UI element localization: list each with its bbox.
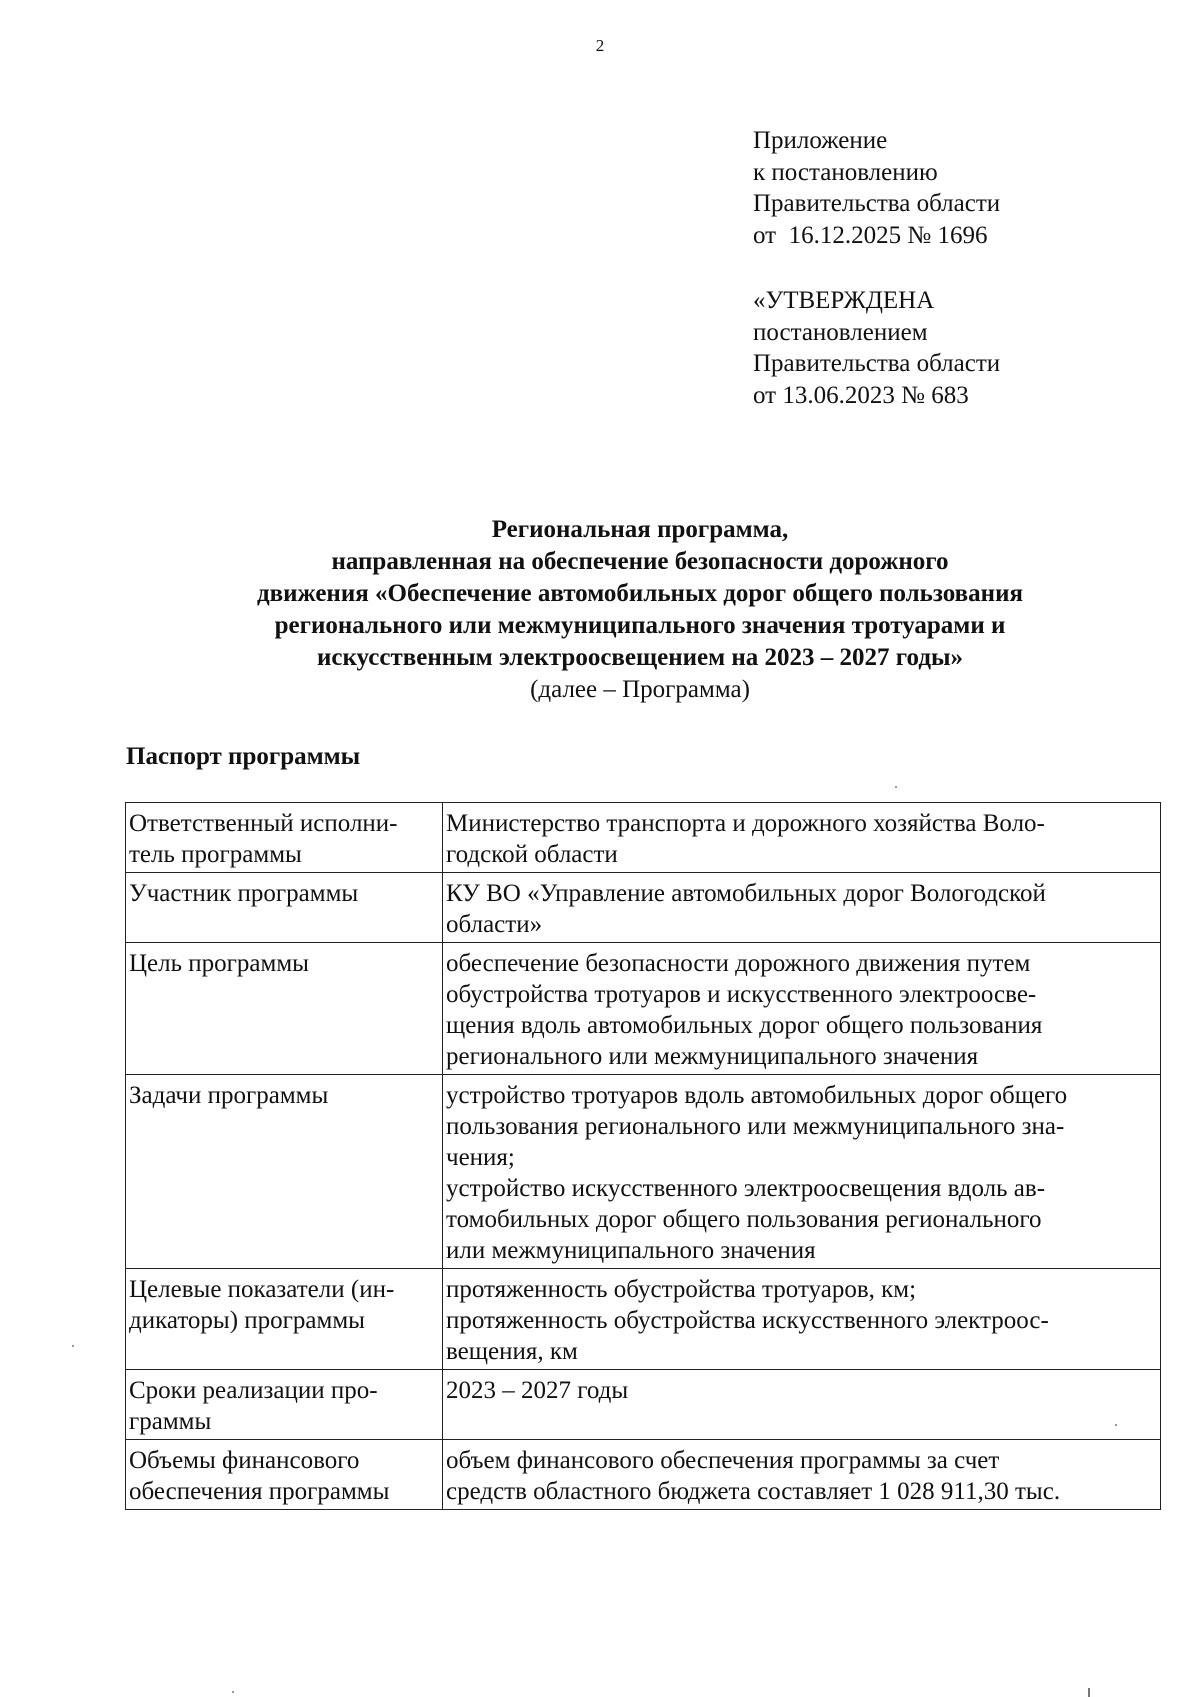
cell-line: тель программы <box>129 841 302 868</box>
table-row <box>126 1269 1161 1370</box>
table-row <box>126 873 1161 943</box>
approved-block <box>753 285 1173 411</box>
scan-speck <box>1115 1424 1117 1426</box>
row-label <box>126 1440 443 1510</box>
cell-line: томобильных дорог общего пользования регионального <box>446 1206 1042 1233</box>
cell-line: Министерство транспорта и дорожного хозяйства Воло- <box>446 810 1045 837</box>
row-label <box>126 1075 443 1269</box>
program-title <box>150 514 1130 706</box>
cell-line: устройство тротуаров вдоль автомобильных дорог общего <box>446 1082 1068 1109</box>
cell-line: граммы <box>129 1408 212 1435</box>
scan-speck <box>232 1691 234 1693</box>
cell-line: Сроки реализации про- <box>129 1377 378 1404</box>
cell-line: пользования регионального или межмуниципального зна- <box>446 1113 1065 1140</box>
title-line: искусственным электроосвещением на 2023 – 2027 годы» <box>317 644 963 671</box>
cell-line: обустройства тротуаров и искусственного электроосве- <box>446 981 1037 1008</box>
scan-speck <box>895 786 897 788</box>
table-row <box>126 803 1161 873</box>
scan-speck <box>72 1345 74 1347</box>
cell-line: протяженность обустройства искусственного электроос- <box>446 1307 1049 1334</box>
appendix-line: Приложение <box>753 127 888 154</box>
table-row <box>126 943 1161 1075</box>
cell-line: протяженность обустройства тротуаров, км; <box>446 1276 917 1303</box>
cell-line: Ответственный исполни- <box>129 810 398 837</box>
cell-line: средств областного бюджета составляет 1 028 911,30 тыс. <box>446 1478 1061 1505</box>
approved-line: Правительства области <box>753 350 1001 377</box>
cell-line: 2023 – 2027 годы <box>446 1377 629 1404</box>
cell-line: дикаторы) программы <box>129 1307 365 1334</box>
row-label <box>126 1269 443 1370</box>
row-value <box>443 1075 1161 1269</box>
table-row <box>126 1370 1161 1440</box>
row-label <box>126 1370 443 1440</box>
cell-line: КУ ВО «Управление автомобильных дорог Вологодской <box>446 880 1046 907</box>
appendix-line: Правительства области <box>753 190 1001 217</box>
appendix-line: к постановлению <box>753 158 938 186</box>
section-heading: Паспорт программы <box>126 743 361 770</box>
title-line: Региональная программа, <box>491 516 789 543</box>
cell-line: годской области <box>446 841 618 868</box>
table-row <box>126 1075 1161 1269</box>
row-value <box>443 1440 1161 1510</box>
scan-speck <box>1088 1688 1090 1697</box>
cell-line: обеспечения программы <box>129 1478 390 1505</box>
approved-line: постановлением <box>753 318 928 346</box>
row-value <box>443 943 1161 1075</box>
cell-line: щения вдоль автомобильных дорог общего пользования <box>446 1012 1043 1039</box>
appendix-line: от 16.12.2025 № 1696 <box>753 221 988 249</box>
title-line: направленная на обеспечение безопасности дорожного <box>331 548 949 575</box>
row-value <box>443 803 1161 873</box>
passport-table <box>125 802 1161 1510</box>
cell-line: Участник программы <box>129 880 359 907</box>
appendix-block <box>753 125 1173 251</box>
row-label <box>126 873 443 943</box>
row-value <box>443 1269 1161 1370</box>
page-number: 2 <box>595 36 605 55</box>
row-label <box>126 803 443 873</box>
cell-line: Целевые показатели (ин- <box>129 1276 395 1303</box>
cell-line: или межмуниципального значения <box>446 1237 816 1264</box>
cell-line: Объемы финансового <box>129 1447 360 1474</box>
approved-line: от 13.06.2023 № 683 <box>753 381 969 409</box>
cell-line: Задачи программы <box>129 1082 329 1109</box>
row-value <box>443 1370 1161 1440</box>
cell-line: устройство искусственного электроосвещения вдоль ав- <box>446 1175 1046 1202</box>
row-value <box>443 873 1161 943</box>
title-subtitle: (далее – Программа) <box>530 676 750 703</box>
cell-line: вещения, км <box>446 1338 578 1365</box>
table-row <box>126 1440 1161 1510</box>
cell-line: области» <box>446 911 543 938</box>
cell-line: регионального или межмуниципального значения <box>446 1043 979 1070</box>
title-line: движения «Обеспечение автомобильных дорог общего пользования <box>256 580 1023 607</box>
title-line: регионального или межмуниципального значения тротуарами и <box>274 612 1006 639</box>
row-label <box>126 943 443 1075</box>
cell-line: объем финансового обеспечения программы за счет <box>446 1447 1000 1474</box>
approved-line: «УТВЕРЖДЕНА <box>753 287 935 314</box>
cell-line: Цель программы <box>129 950 309 977</box>
cell-line: чения; <box>446 1144 515 1171</box>
cell-line: обеспечение безопасности дорожного движения путем <box>446 950 1031 977</box>
